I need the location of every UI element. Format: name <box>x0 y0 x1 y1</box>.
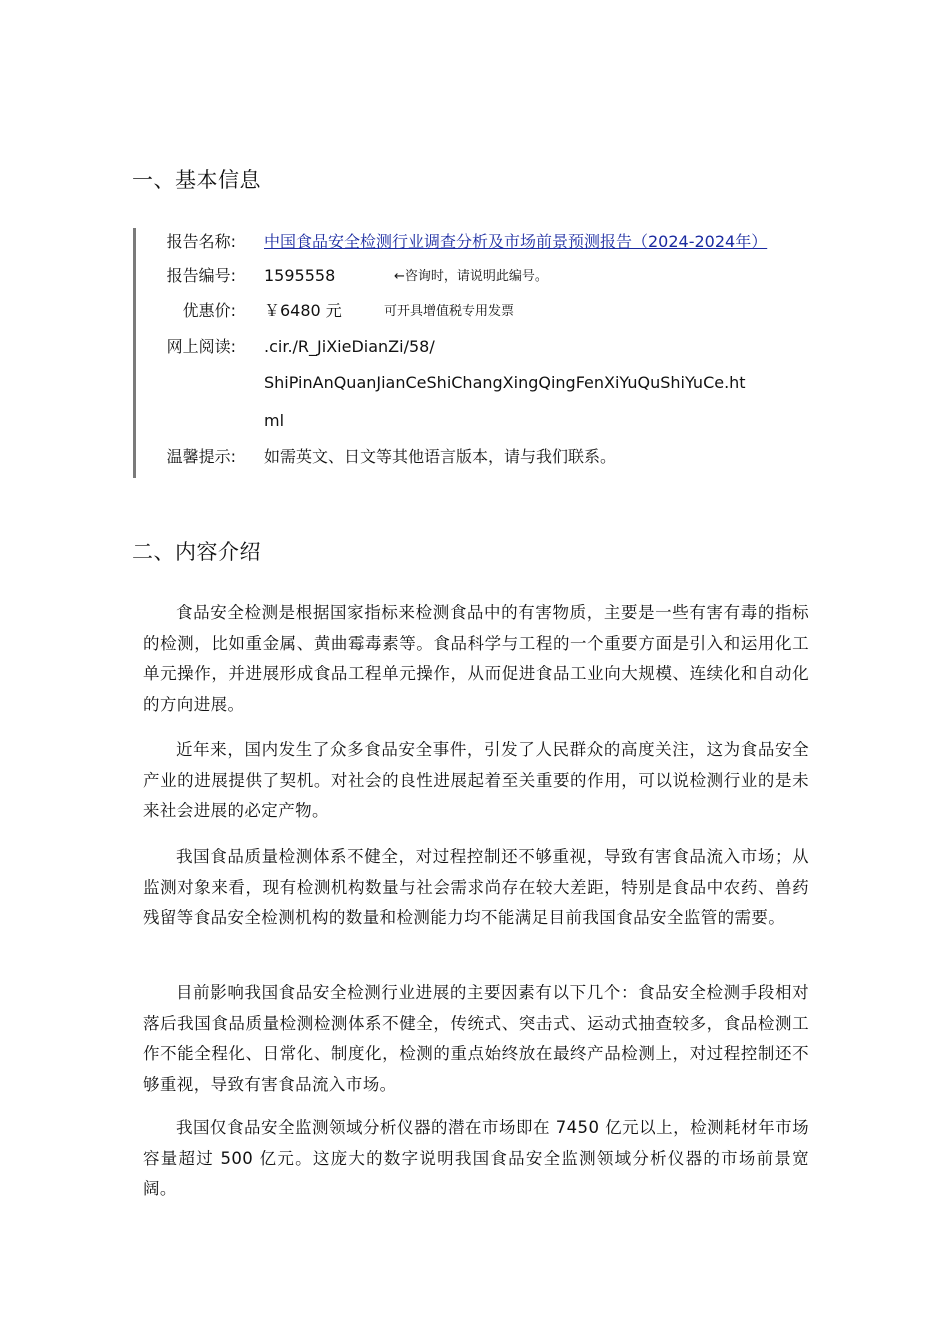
online-read-url-line3[interactable]: ml <box>264 411 285 430</box>
report-number-note: ←咨询时，请说明此编号。 <box>394 269 548 284</box>
price-label: 优惠价: <box>182 301 236 320</box>
content-paragraph: 食品安全检测是根据国家指标来检测食品中的有害物质，主要是一些有害有毒的指标的检测，比如重金属、黄曲霉毒素等。食品科学与工程的一个重要方面是引入和运用化工单元操作，并进展形成食品工程单元操作，从而促进食品工业向大规模、连续化和自动化的方向进展。 <box>143 603 809 714</box>
report-name-label: 报告名称: <box>166 232 236 251</box>
content-paragraph: 我国食品质量检测体系不健全，对过程控制还不够重视，导致有害食品流入市场；从监测对象来看，现有检测机构数量与社会需求尚存在较大差距，特别是食品中农药、兽药残留等食品安全检测机构的数量和检测能力均不能满足目前我国食品安全监管的需要。 <box>143 847 809 927</box>
content-paragraph: 我国仅食品安全监测领域分析仪器的潜在市场即在 7450 亿元以上，检测耗材年市场容量超过 500 亿元。这庞大的数字说明我国食品安全监测领域分析仪器的市场前景宽阔。 <box>143 1118 809 1198</box>
content-paragraph: 目前影响我国食品安全检测行业进展的主要因素有以下几个：食品安全检测手段相对落后我国食品质量检测检测体系不健全，传统式、突击式、运动式抽查较多，食品检测工作不能全程化、日常化、制度化，检测的重点始终放在最终产品检测上，对过程控制还不够重视，导致有害食品流入市场。 <box>143 983 809 1094</box>
section-title-basic-info: 一、基本信息 <box>132 168 261 192</box>
section-title-content-intro: 二、内容介绍 <box>132 540 261 564</box>
online-read-label: 网上阅读: <box>166 337 236 356</box>
report-number-value: 1595558 <box>264 266 336 285</box>
report-number-label: 报告编号: <box>166 266 236 285</box>
price-value: ￥6480 元 <box>264 301 342 320</box>
basic-info-block <box>133 228 816 478</box>
content-paragraph: 近年来，国内发生了众多食品安全事件，引发了人民群众的高度关注，这为食品安全产业的进展提供了契机。对社会的良性进展起着至关重要的作用，可以说检测行业的是未来社会进展的必定产物。 <box>143 740 809 820</box>
price-note: 可开具增值税专用发票 <box>384 304 515 319</box>
tip-label: 温馨提示: <box>166 447 236 466</box>
online-read-url-line2[interactable]: ShiPinAnQuanJianCeShiChangXingQingFenXiYuQuShiYuCe.ht <box>264 373 746 392</box>
online-read-url-line1[interactable]: .cir./R_JiXieDianZi/58/ <box>264 337 435 356</box>
tip-value: 如需英文、日文等其他语言版本，请与我们联系。 <box>264 447 617 466</box>
report-name-link[interactable]: 中国食品安全检测行业调查分析及市场前景预测报告（2024-2024年） <box>264 232 768 251</box>
